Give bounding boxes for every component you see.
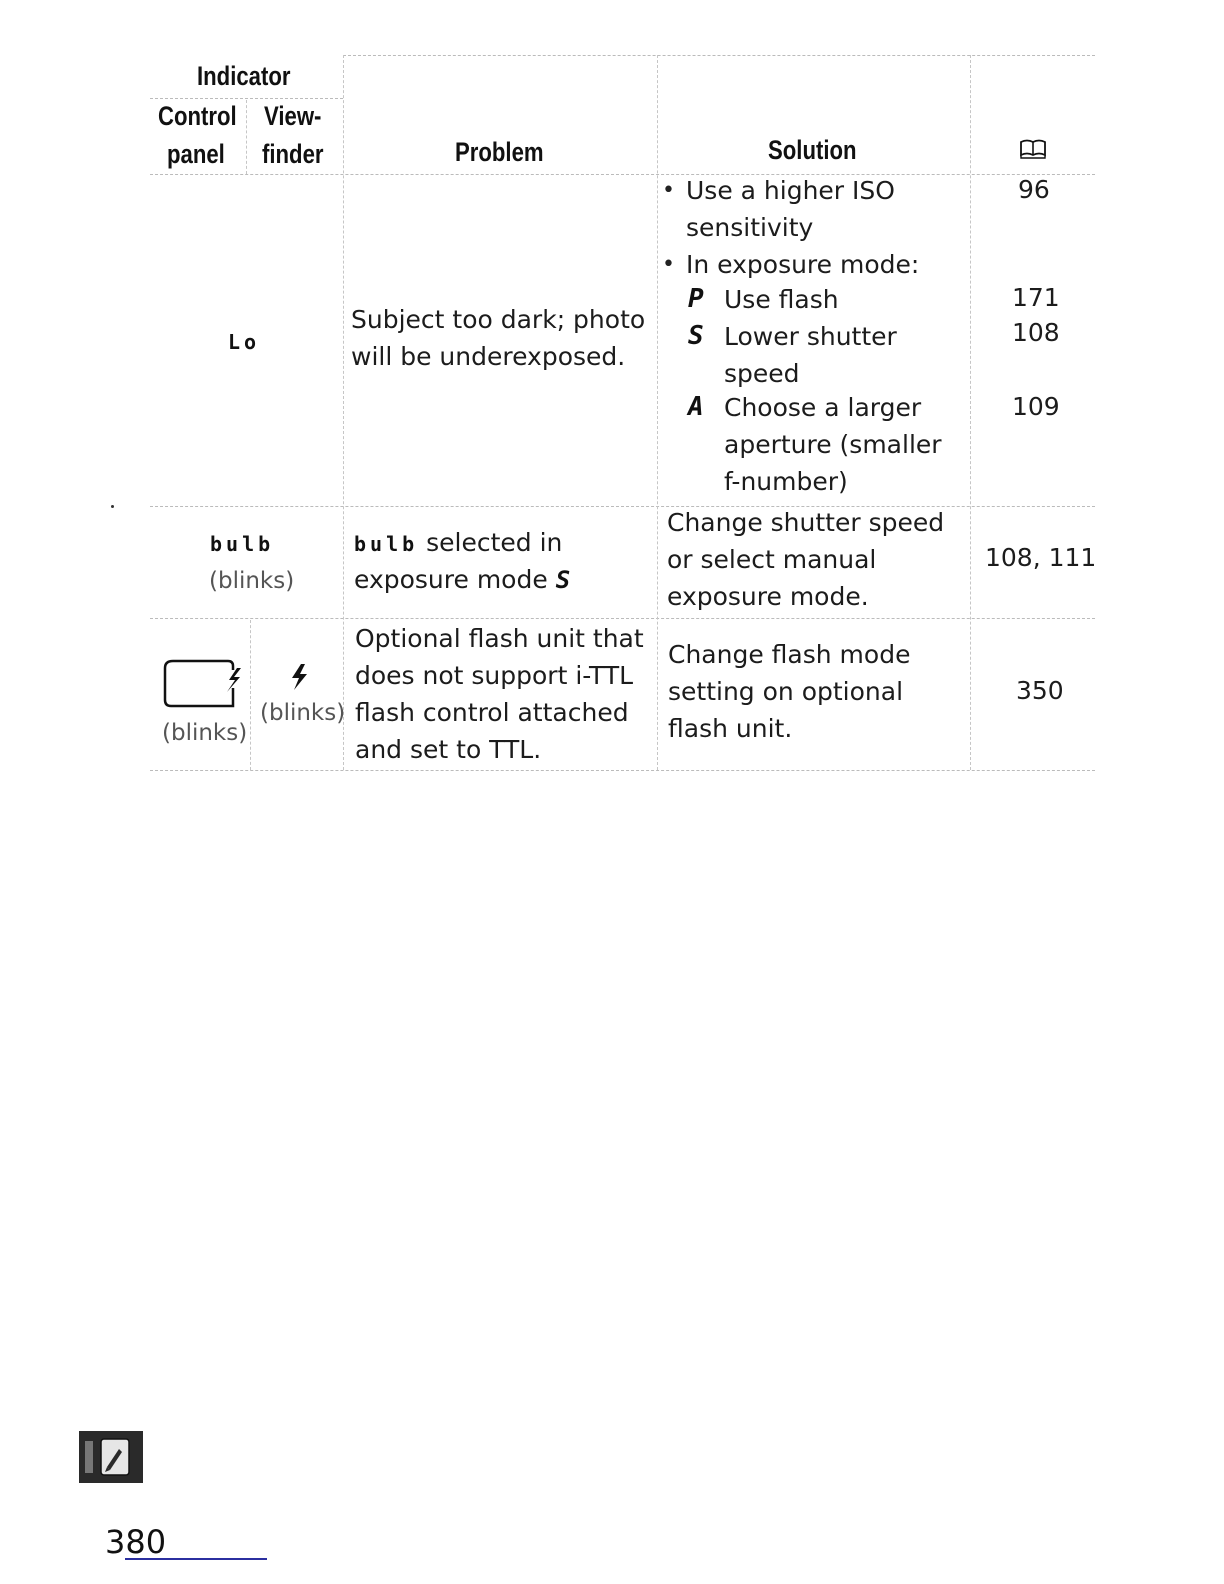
row1-solution-exposure-mode: In exposure mode:: [686, 250, 920, 279]
row3-solution-line2: setting on optional: [668, 677, 904, 706]
row1-divider: [150, 506, 1095, 507]
row1-solution-shutter-line2: speed: [724, 359, 800, 388]
row1-indicator-display: Lo: [228, 330, 261, 354]
row2-pages: 108, 111: [985, 543, 1097, 572]
header-divider: [150, 174, 1095, 175]
row1-page-aperture: 109: [1012, 392, 1060, 421]
flash-icon: [289, 663, 309, 691]
page-number-underline: [125, 1558, 267, 1560]
flash-bracket-icon: [163, 658, 243, 710]
row1-solution-use-flash: Use flash: [724, 285, 839, 314]
page-number: 380: [105, 1523, 167, 1561]
row3-problem-line3: flash control attached: [355, 698, 629, 727]
row2-bulb-display: bulb: [354, 532, 419, 556]
col-divider-panel-viewfinder-row3: [250, 620, 251, 770]
control-panel-header-line2: panel: [167, 139, 225, 169]
row3-solution-line3: flash unit.: [668, 714, 793, 743]
row2-divider: [150, 618, 1095, 619]
table-bottom-line: [150, 770, 1095, 771]
row3-solution-line1: Change flash mode: [668, 640, 911, 669]
row3-problem-line4: and set to TTL.: [355, 735, 542, 764]
row2-indicator-display: bulb: [210, 532, 275, 556]
row2-blinks-label: (blinks): [209, 568, 295, 594]
row2-problem-line2-text: exposure mode: [354, 565, 556, 594]
mode-p-indicator: P: [688, 284, 704, 314]
row3-pages: 350: [1016, 676, 1064, 705]
problem-header: Problem: [455, 137, 544, 167]
col-divider-problem-solution: [657, 55, 658, 770]
table-top-line: [343, 55, 1095, 56]
mode-s-indicator: S: [688, 321, 704, 351]
row2-problem-line1-text: selected in: [418, 528, 563, 557]
mode-a-indicator: A: [688, 392, 704, 422]
row1-page-shutter: 108: [1012, 318, 1060, 347]
scan-speck: [111, 505, 114, 508]
row3-problem-line1: Optional flash unit that: [355, 624, 644, 653]
indicator-header: Indicator: [197, 61, 291, 91]
book-icon: [1019, 139, 1047, 159]
row1-page-iso: 96: [1018, 175, 1050, 204]
troubleshooting-tab-icon[interactable]: [79, 1431, 143, 1483]
viewfinder-header-line1: View-: [264, 101, 322, 131]
row1-solution-aperture-line1: Choose a larger: [724, 393, 922, 422]
control-panel-header-line1: Control: [158, 101, 237, 131]
col-divider-indicator-problem: [343, 55, 344, 770]
row1-solution-aperture-line3: f-number): [724, 467, 848, 496]
row2-solution-line1: Change shutter speed: [667, 508, 945, 537]
row1-page-flash: 171: [1012, 283, 1060, 312]
col-divider-solution-page: [970, 55, 971, 770]
row1-solution-shutter-line1: Lower shutter: [724, 322, 897, 351]
solution-header: Solution: [768, 135, 857, 165]
viewfinder-header-line2: finder: [262, 139, 324, 169]
row1-problem-line1: Subject too dark; photo: [351, 305, 646, 334]
row1-solution-iso-line2: sensitivity: [686, 213, 814, 242]
row1-bullet-2: •: [662, 252, 675, 277]
row3-problem-line2: does not support i-TTL: [355, 661, 634, 690]
row2-solution-line2: or select manual: [667, 545, 877, 574]
row1-solution-iso-line1: Use a higher ISO: [686, 176, 895, 205]
col-divider-panel-viewfinder-header: [246, 100, 247, 174]
row2-solution-line3: exposure mode.: [667, 582, 869, 611]
row3-viewfinder-blinks-label: (blinks): [260, 700, 346, 726]
row2-mode-s-indicator: S: [555, 566, 571, 594]
row1-solution-aperture-line2: aperture (smaller: [724, 430, 942, 459]
row2-problem-line1: [354, 524, 562, 563]
row1-bullet-1: •: [662, 178, 675, 203]
row1-problem-line2: will be underexposed.: [351, 342, 626, 371]
row2-problem-line2: [354, 561, 570, 599]
row3-control-blinks-label: (blinks): [162, 720, 248, 746]
